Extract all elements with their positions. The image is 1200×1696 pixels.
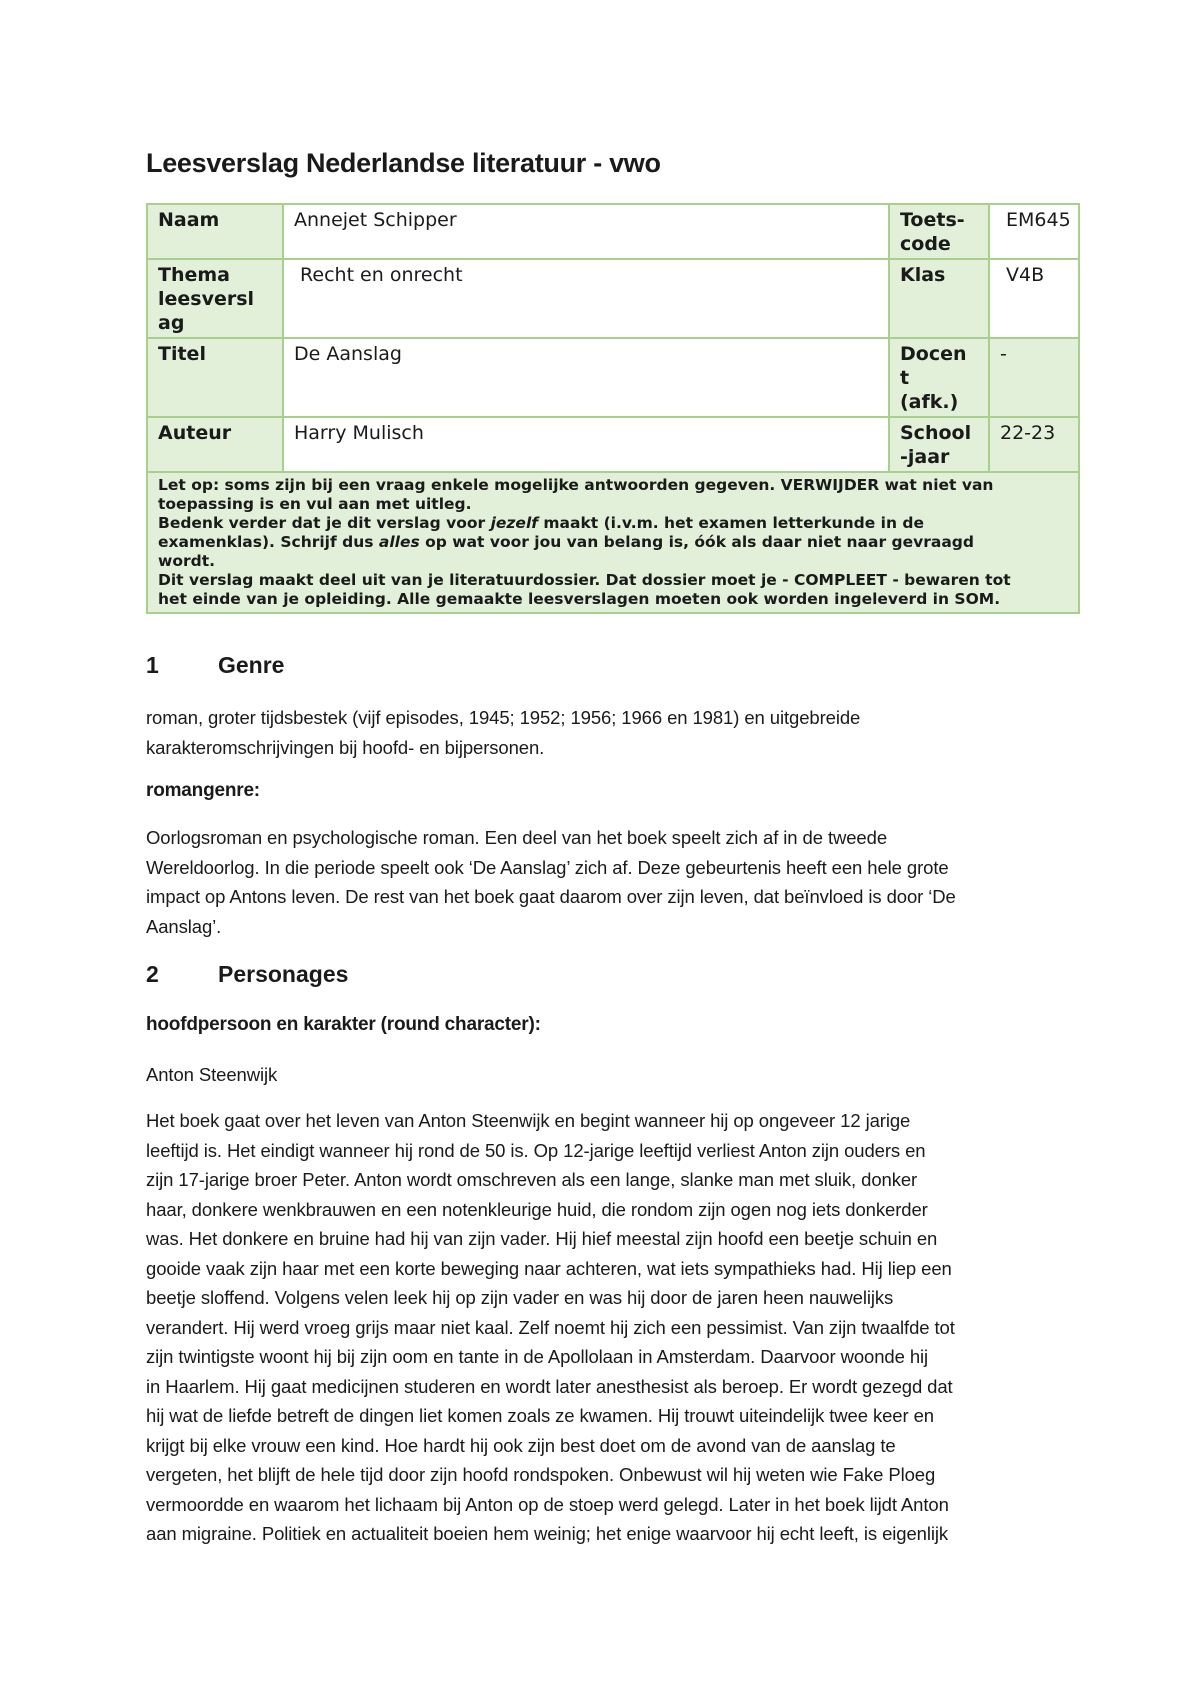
value-auteur: Harry Mulisch	[283, 417, 889, 472]
value-schooljaar: 22-23	[989, 417, 1079, 472]
label-naam: Naam	[147, 204, 283, 259]
table-row	[147, 417, 1079, 472]
subheading-romangenre: romangenre:	[146, 780, 260, 801]
notice-box: Let op: soms zijn bij een vraag enkele mogelijke antwoorden gegeven. VERWIJDER wat niet van toepassing is en vul aan met uitleg. Bedenk verder dat je dit verslag voor jezelf maakt (i.v.m. het examen letterkunde in de examenklas). Schrijf dus alles op wat voor jou van belang is, óók als daar niet naar gevraagd wordt. Dit verslag maakt deel uit van je literatuurdossier. Dat dossier moet je - COMPLEET - bewaren tot het einde van je opleiding. Alle gemaakte leesverslagen moeten ook worden ingeleverd in SOM.	[147, 472, 1079, 613]
label-thema: Thema leesversl ag	[147, 259, 283, 338]
value-toetscode: EM645	[989, 204, 1079, 259]
genre-paragraph: roman, groter tijdsbestek (vijf episodes, 1945; 1952; 1956; 1966 en 1981) en uitgebreide karakteromschrijvingen bij hoofd- en bijpersonen.	[146, 707, 861, 758]
table-row	[147, 259, 1079, 338]
value-docent: -	[989, 338, 1079, 417]
subheading-hoofdpersoon: hoofdpersoon en karakter (round character):	[146, 1014, 541, 1035]
label-docent: Docen t (afk.)	[889, 338, 989, 417]
label-toetscode: Toets- code	[889, 204, 989, 259]
table-row	[147, 338, 1079, 417]
value-naam: Annejet Schipper	[283, 204, 889, 259]
section-heading-personages: 2 Personages	[146, 961, 349, 987]
label-klas: Klas	[889, 259, 989, 338]
document-title: Leesverslag Nederlandse literatuur - vwo	[146, 148, 661, 178]
value-titel: De Aanslag	[283, 338, 889, 417]
label-titel: Titel	[147, 338, 283, 417]
value-klas: V4B	[989, 259, 1079, 338]
table-row	[147, 204, 1079, 259]
label-schooljaar: School -jaar	[889, 417, 989, 472]
info-table	[146, 203, 1080, 614]
romangenre-paragraph: Oorlogsroman en psychologische roman. Een deel van het boek speelt zich af in de tweede Wereldoorlog. In die periode speelt ook ‘De Aanslag’ zich af. Deze gebeurtenis heeft een hele grote impact op Antons leven. De rest van het boek gaat daarom over zijn leven, dat beïnvloed is door ‘De Aanslag’.	[146, 827, 956, 937]
label-auteur: Auteur	[147, 417, 283, 472]
table-row	[147, 472, 1079, 613]
character-name: Anton Steenwijk	[146, 1064, 278, 1085]
character-description: Het boek gaat over het leven van Anton Steenwijk en begint wanneer hij op ongeveer 12 jarige leeftijd is. Het eindigt wanneer hij rond de 50 is. Op 12-jarige leeftijd verliest Anton zijn ouders en zijn 17-jarige broer Peter. Anton wordt omschreven als een lange, slanke man met sluik, donker haar, donkere wenkbrauwen en een notenkleurige huid, die rondom zijn ogen nog iets donkerder was. Het donkere en bruine had hij van zijn vader. Hij hief meestal zijn hoofd een beetje schuin en gooide vaak zijn haar met een korte beweging naar achteren, wat iets sympathieks had. Hij liep een beetje sloffend. Volgens velen leek hij op zijn vader en was hij door de jaren heen nauwelijks verandert. Hij werd vroeg grijs maar niet kaal. Zelf noemt hij zich een pessimist. Van zijn twaalfde tot zijn twintigste woont hij bij zijn oom en tante in de Apollolaan in Amsterdam. Daarvoor woonde hij in Haarlem. Hij gaat medicijnen studeren en wordt later anesthesist als beroep. Er wordt gezegd dat hij wat de liefde betreft de dingen liet komen zoals ze kwamen. Hij trouwt uiteindelijk twee keer en krijgt bij elke vrouw een kind. Hoe hardt hij ook zijn best doet om de avond van de aanslag te vergeten, het blijft de hele tijd door zijn hoofd rondspoken. Onbewust wil hij weten wie Fake Ploeg vermoordde en waarom het lichaam bij Anton op de stoep werd gelegd. Later in het boek lijdt Anton aan migraine. Politiek en actualiteit boeien hem weinig; het enige waarvoor hij echt leeft, is eigenlijk	[146, 1110, 955, 1544]
value-thema: Recht en onrecht	[283, 259, 889, 338]
section-heading-genre: 1 Genre	[146, 652, 285, 678]
